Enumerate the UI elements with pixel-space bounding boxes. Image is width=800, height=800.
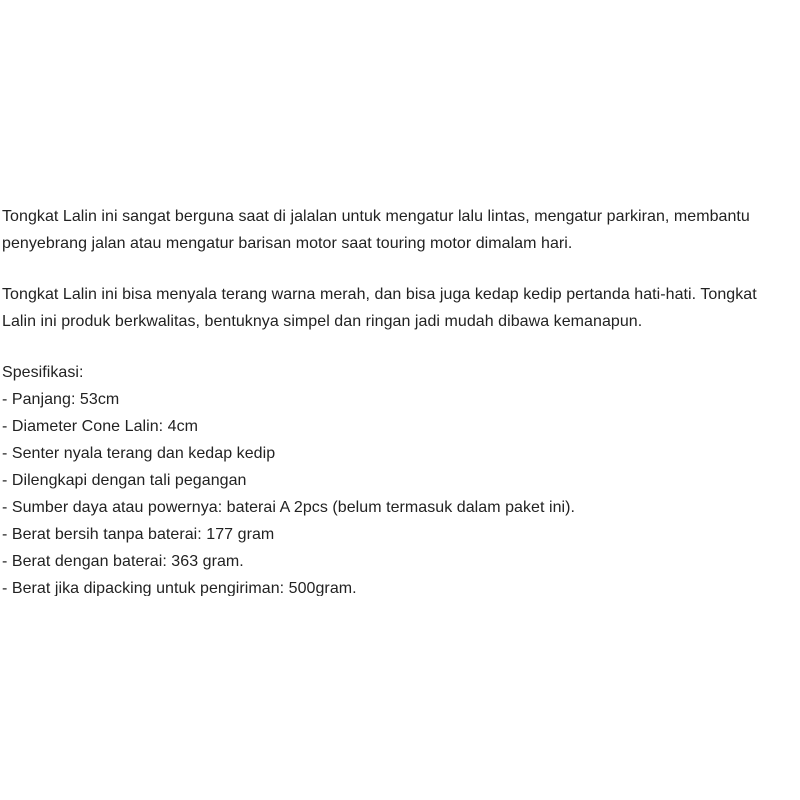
spec-item: - Diameter Cone Lalin: 4cm <box>2 418 199 435</box>
spec-item: - Sumber daya atau powernya: baterai A 2pcs (belum termasuk dalam paket ini). <box>2 499 576 516</box>
spec-item: - Dilengkapi dengan tali pegangan <box>2 472 247 489</box>
spec-item: - Berat jika dipacking untuk pengiriman: 500gram. <box>2 580 357 596</box>
spec-list <box>2 386 798 596</box>
paragraph-2-line-2: Lalin ini produk berkwalitas, bentuknya simpel dan ringan jadi mudah dibawa kemanapun. <box>2 313 643 330</box>
specification-section <box>2 359 798 596</box>
spec-heading: Spesifikasi: <box>2 364 84 381</box>
product-description <box>2 203 798 596</box>
paragraph-2-line-1: Tongkat Lalin ini bisa menyala terang warna merah, dan bisa juga kedap kedip pertanda hati-hati. Tongkat <box>2 286 757 303</box>
description-paragraph-1 <box>2 203 798 257</box>
spec-item: - Berat dengan baterai: 363 gram. <box>2 553 244 570</box>
spec-item: - Berat bersih tanpa baterai: 177 gram <box>2 526 275 543</box>
spec-item: - Panjang: 53cm <box>2 391 120 408</box>
paragraph-1-line-1: Tongkat Lalin ini sangat berguna saat di jalalan untuk mengatur lalu lintas, mengatur parkiran, membantu <box>2 208 750 225</box>
spec-item: - Senter nyala terang dan kedap kedip <box>2 445 276 462</box>
description-paragraph-2 <box>2 281 798 335</box>
paragraph-1-line-2: penyebrang jalan atau mengatur barisan motor saat touring motor dimalam hari. <box>2 235 573 252</box>
